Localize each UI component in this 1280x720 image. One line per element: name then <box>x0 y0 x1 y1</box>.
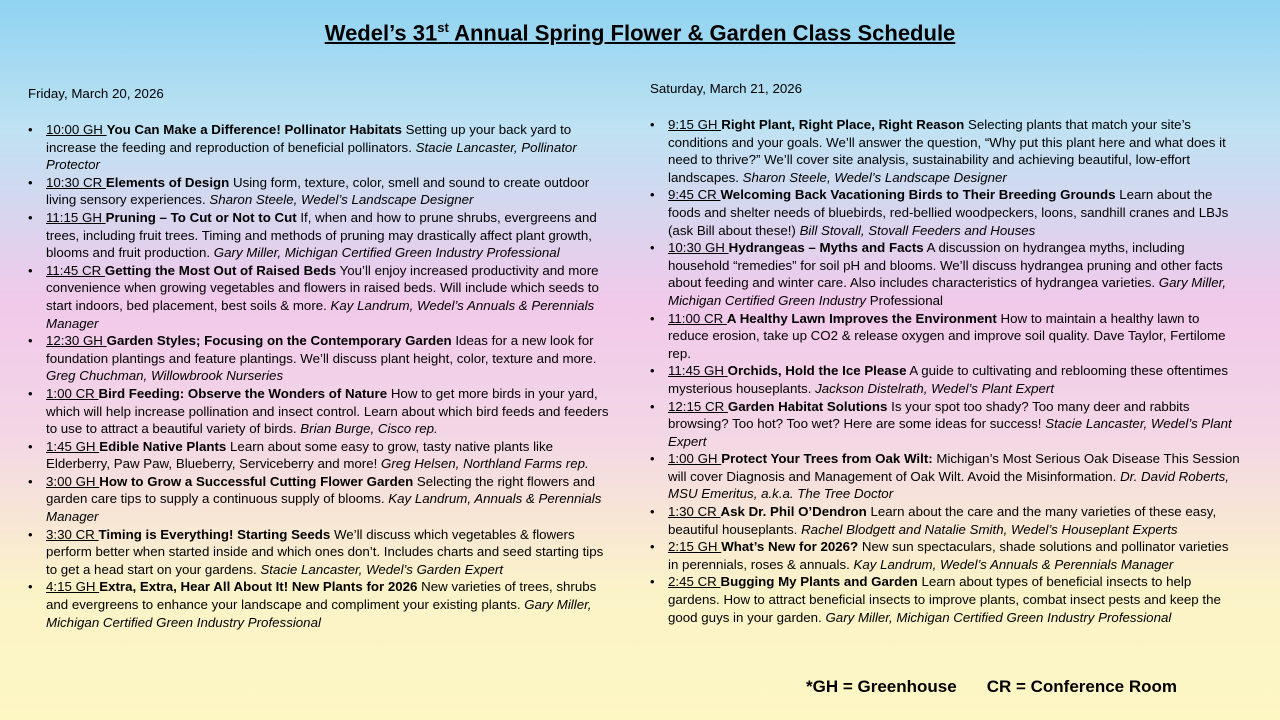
session-item <box>650 450 1240 503</box>
session-title: How to Grow a Successful Cutting Flower Garden <box>99 473 414 489</box>
session-description: If, when and how to prune shrubs, evergreens and trees, including fruit trees. Timing and methods of pruning may drastically affect plant growth, blooms and fruit production. <box>46 209 597 261</box>
session-time: 11:45 GH <box>668 363 728 379</box>
session-item <box>28 526 618 579</box>
legend-greenhouse: *GH = Greenhouse <box>806 677 957 696</box>
session-title: Garden Styles; Focusing on the Contemporary Garden <box>106 333 452 349</box>
session-description: You’ll enjoy increased productivity and more convenience when growing vegetables and flowers in raised beds. Will include which seeds to start indoors, bed placement, best soils & more. <box>46 262 599 313</box>
session-title: Orchids, Hold the Ice Please <box>727 363 907 379</box>
session-presenter: Brian Burge, Cisco rep. <box>300 421 438 437</box>
session-title: Extra, Extra, Hear All About It! New Plants for 2026 <box>99 579 418 595</box>
session-item <box>650 116 1240 186</box>
session-time: 3:00 GH <box>46 473 100 489</box>
session-time: 12:30 GH <box>46 333 107 349</box>
session-time: 10:00 GH <box>46 122 107 137</box>
session-title: Edible Native Plants <box>99 438 227 454</box>
session-item <box>650 503 1240 538</box>
session-description: Learn about the foods and shelter needs of bluebirds, red-bellied woodpeckers, loons, sandhill cranes and LBJs (ask Bill about these!) <box>668 187 1229 238</box>
session-extra: Professional <box>866 292 943 308</box>
session-description: New varieties of trees, shrubs and evergreens to enhance your landscape and compliment your existing plants. <box>46 579 597 613</box>
session-time: 11:15 GH <box>46 209 106 225</box>
session-title: Getting the Most Out of Raised Beds <box>104 262 337 278</box>
session-presenter: Stacie Lancaster, Pollinator Protector <box>46 139 577 173</box>
session-title: Right Plant, Right Place, Right Reason <box>721 117 965 132</box>
session-title: Garden Habitat Solutions <box>727 398 888 414</box>
session-description: Selecting plants that match your site’s conditions and your goals. We’ll answer the question, “Why put this plant here and what does it need to thrive?” We’ll cover site analysis, sustainability and achieving beautiful, low-effort landscapes. <box>668 117 1226 185</box>
session-presenter: Bill Stovall, Stovall Feeders and Houses <box>799 222 1036 238</box>
title-superscript: st <box>437 20 449 35</box>
session-item <box>650 186 1240 239</box>
session-item <box>650 362 1240 397</box>
session-description: Ideas for a new look for foundation plantings and feature plantings. We’ll discuss plant height, color, texture and more. <box>46 333 597 366</box>
session-title: Protect Your Trees from Oak Wilt: <box>721 451 933 467</box>
title-prefix: Wedel’s 31 <box>324 20 438 46</box>
session-title: Hydrangeas – Myths and Facts <box>728 240 924 256</box>
session-description: We’ll discuss which vegetables & flowers perform better when started inside and which ones don’t. Includes charts and seed starting tips to get a head start on your gardens. <box>46 526 604 577</box>
session-description: Learn about some easy to grow, tasty native plants like Elderberry, Paw Paw, Blueberry, Serviceberry and more! <box>46 438 554 472</box>
session-presenter: Greg Helsen, Northland Farms rep. <box>381 456 589 472</box>
session-description: Selecting the right flowers and garden care tips to supply a continuous supply of blooms. <box>46 473 596 507</box>
session-item <box>28 332 618 385</box>
session-time: 1:00 GH <box>668 451 722 467</box>
session-presenter: Sharon Steele, Wedel’s Landscape Designer <box>742 169 1007 185</box>
session-presenter: Gary Miller, Michigan Certified Green Industry <box>668 275 1227 308</box>
session-item <box>28 174 618 209</box>
session-item <box>650 573 1240 626</box>
session-time: 1:30 CR <box>668 504 721 520</box>
session-item <box>650 538 1240 573</box>
session-description: Learn about the care and the many varieties of these easy, beautiful houseplants. <box>668 504 1217 537</box>
session-description: Learn about types of beneficial insects to help gardens. How to attract beneficial insects to improve plants, combat insect pests and keep the good guys in your garden. <box>668 574 1221 625</box>
session-title: Bugging My Plants and Garden <box>720 574 918 590</box>
session-description: How to get more birds in your yard, which will help increase pollination and insect control. Learn about which bird feeds and feeders to use to attract a beautiful variety of birds. <box>46 385 609 437</box>
session-title: Pruning – To Cut or Not to Cut <box>105 209 297 225</box>
session-description: Using form, texture, color, smell and sound to create outdoor living sensory experiences. <box>46 174 590 208</box>
friday-date: Friday, March 20, 2026 <box>28 86 164 101</box>
session-time: 10:30 GH <box>668 240 729 256</box>
session-presenter: Jackson Distelrath, Wedel’s Plant Expert <box>815 380 1055 396</box>
session-title: You Can Make a Difference! Pollinator Habitats <box>106 122 402 137</box>
session-presenter: Dr. David Roberts, MSU Emeritus, a.k.a. The Tree Doctor <box>668 468 1229 502</box>
session-time: 12:15 CR <box>668 398 728 414</box>
session-item <box>28 438 618 473</box>
session-description: A discussion on hydrangea myths, including household “remedies” for soil pH and blooms. We’ll discuss hydrangea pruning and other facts about feeding and winter care. Also includes characteristics of hydrangea varieties. <box>668 240 1223 291</box>
session-title: Timing is Everything! Starting Seeds <box>98 526 331 542</box>
session-presenter: Kay Landrum, Annuals & Perennials Manager <box>46 491 602 525</box>
session-item <box>28 209 618 262</box>
saturday-column <box>650 80 1240 626</box>
session-title: What’s New for 2026? <box>721 539 859 555</box>
session-time: 11:45 CR <box>46 262 105 278</box>
session-description: A guide to cultivating and reblooming these oftentimes mysterious houseplants. <box>668 363 1229 396</box>
session-item <box>650 310 1240 363</box>
session-item <box>650 398 1240 451</box>
session-presenter: Gary Miller, Michigan Certified Green Industry Professional <box>825 609 1172 625</box>
session-presenter: Kay Landrum, Wedel’s Annuals & Perennials Manager <box>46 297 595 331</box>
saturday-session-list <box>650 116 1240 626</box>
session-time: 2:45 CR <box>668 574 721 590</box>
session-time: 3:30 CR <box>46 526 99 542</box>
session-presenter: Gary Miller, Michigan Certified Green Industry Professional <box>46 597 592 630</box>
session-title: Welcoming Back Vacationing Birds to Their Breeding Grounds <box>720 187 1116 203</box>
friday-session-list <box>28 121 618 631</box>
session-description: Is your spot too shady? Too many deer and rabbits browsing? Too hot? Too wet? Here are some ideas for success! <box>668 398 1190 432</box>
session-time: 2:15 GH <box>668 539 722 555</box>
session-presenter: Stacie Lancaster, Wedel’s Garden Expert <box>260 561 504 577</box>
session-title: Bird Feeding: Observe the Wonders of Nature <box>98 385 388 401</box>
session-item <box>650 239 1240 309</box>
session-time: 11:00 CR <box>668 310 727 326</box>
session-time: 9:15 GH <box>668 117 722 132</box>
title-suffix: Annual Spring Flower & Garden Class Schedule <box>448 20 956 46</box>
session-presenter: Kay Landrum, Wedel’s Annuals & Perennials Manager <box>853 556 1174 572</box>
session-presenter: Greg Chuchman, Willowbrook Nurseries <box>46 368 284 384</box>
session-title: A Healthy Lawn Improves the Environment <box>726 310 997 326</box>
session-presenter: Stacie Lancaster, Wedel’s Plant Expert <box>668 416 1232 449</box>
session-description: How to maintain a healthy lawn to reduce erosion, take up CO2 & release oxygen and improve soil quality. Dave Taylor, Fertilome rep. <box>668 310 1226 361</box>
session-item <box>28 578 618 631</box>
session-time: 1:45 GH <box>46 438 100 454</box>
session-time: 4:15 GH <box>46 579 100 595</box>
session-item <box>28 473 618 526</box>
session-description: New sun spectaculars, shade solutions and pollinator varieties in perennials, roses & annuals. <box>668 539 1229 572</box>
session-presenter: Rachel Blodgett and Natalie Smith, Wedel’s Houseplant Experts <box>801 521 1178 537</box>
session-item <box>28 262 618 332</box>
page-title <box>0 20 1280 46</box>
session-description: Setting up your back yard to increase the feeding and reproduction of beneficial pollinators. <box>46 122 572 155</box>
session-time: 10:30 CR <box>46 174 106 190</box>
session-time: 9:45 CR <box>668 187 721 203</box>
session-description: Michigan’s Most Serious Oak Disease This Session will cover Diagnosis and Management of Oak Wilt. Avoid the Misinformation. <box>668 451 1240 484</box>
session-title: Elements of Design <box>105 174 230 190</box>
session-presenter: Sharon Steele, Wedel’s Landscape Designer <box>209 192 474 208</box>
session-presenter: Gary Miller, Michigan Certified Green Industry Professional <box>213 245 560 261</box>
location-legend <box>806 677 1177 697</box>
session-time: 1:00 CR <box>46 385 99 401</box>
session-item <box>28 385 618 438</box>
saturday-date: Saturday, March 21, 2026 <box>650 81 803 96</box>
session-title: Ask Dr. Phil O’Dendron <box>720 504 867 520</box>
legend-conference-room: CR = Conference Room <box>986 677 1178 696</box>
session-item <box>28 121 618 174</box>
friday-column <box>28 85 618 631</box>
